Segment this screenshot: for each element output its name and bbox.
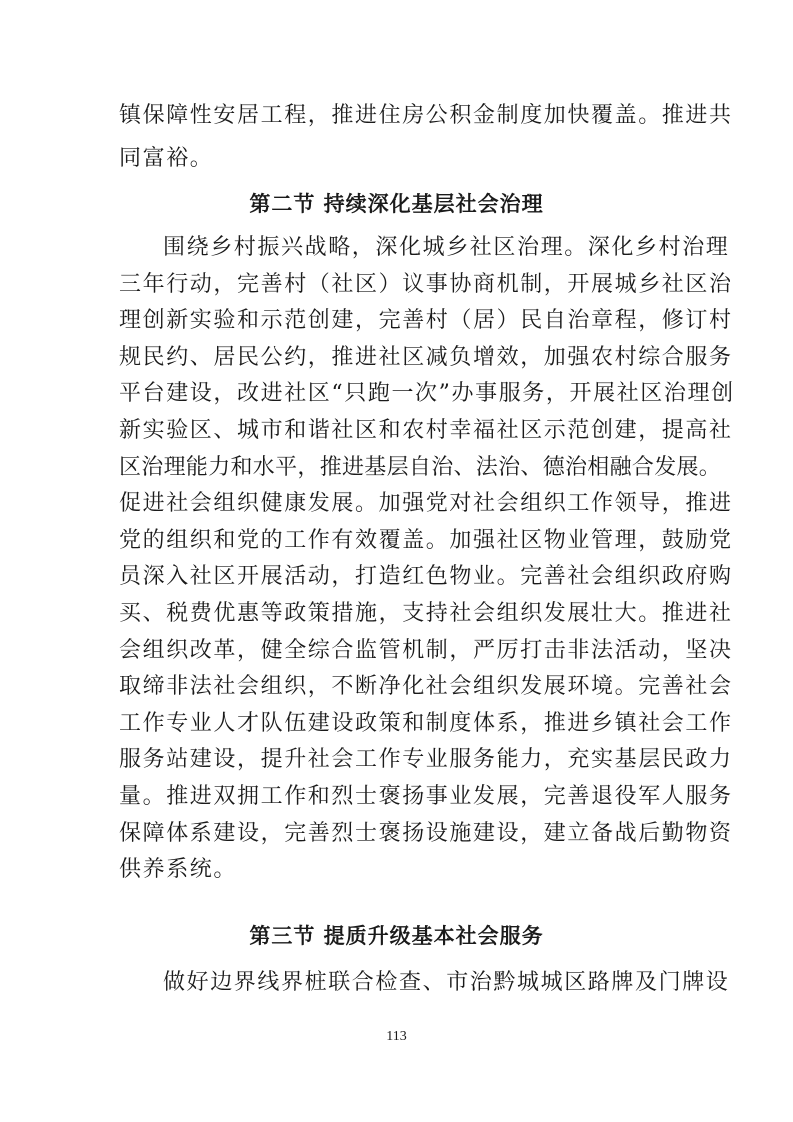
paragraph-line: 工作专业人才队伍建设政策和制度体系，推进乡镇社会工作 <box>119 711 733 736</box>
paragraph-line: 促进社会组织健康发展。加强党对社会组织工作领导，推进 <box>119 491 733 516</box>
paragraph-line: 围绕乡村振兴战略，深化城乡社区治理。深化乡村治理 <box>163 235 730 260</box>
section-heading-2: 第二节 持续深化基层社会治理 <box>249 192 544 216</box>
paragraph-line: 买、税费优惠等政策措施，支持社会组织发展壮大。推进社 <box>119 601 733 626</box>
paragraph-line: 量。推进双拥工作和烈士褒扬事业发展，完善退役军人服务 <box>119 784 733 809</box>
paragraph-line: 区治理能力和水平，推进基层自治、法治、德治相融合发展。 <box>119 455 722 480</box>
paragraph-line: 平台建设，改进社区“只跑一次”办事服务，开展社区治理创 <box>119 381 735 406</box>
paragraph-line: 员深入社区开展活动，打造红色物业。完善社会组织政府购 <box>119 564 733 589</box>
section-heading-3: 第三节 提质升级基本社会服务 <box>249 924 544 948</box>
page-number: 113 <box>386 1029 407 1044</box>
paragraph-line: 三年行动，完善村（社区）议事协商机制，开展城乡社区治 <box>119 272 733 297</box>
paragraph-line: 取缔非法社会组织，不断净化社会组织发展环境。完善社会 <box>119 674 733 699</box>
paragraph-line: 党的组织和党的工作有效覆盖。加强社区物业管理，鼓励党 <box>119 528 733 553</box>
paragraph-line: 理创新实验和示范创建，完善村（居）民自治章程，修订村 <box>119 308 733 333</box>
paragraph-line: 镇保障性安居工程，推进住房公积金制度加快覆盖。推进共 <box>119 103 733 128</box>
paragraph-line: 会组织改革，健全综合监管机制，严厉打击非法活动，坚决 <box>119 638 733 663</box>
paragraph-line: 做好边界线界桩联合检查、市治黔城城区路牌及门牌设 <box>163 970 730 995</box>
paragraph-line: 保障体系建设，完善烈士褒扬设施建设，建立备战后勤物资 <box>119 821 733 846</box>
paragraph-line: 供养系统。 <box>119 857 238 882</box>
paragraph-line: 同富裕。 <box>119 146 214 171</box>
paragraph-line: 服务站建设，提升社会工作专业服务能力，充实基层民政力 <box>119 747 733 772</box>
paragraph-line: 规民约、居民公约，推进社区减负增效，加强农村综合服务 <box>119 345 733 370</box>
paragraph-line: 新实验区、城市和谐社区和农村幸福社区示范创建，提高社 <box>119 418 733 443</box>
